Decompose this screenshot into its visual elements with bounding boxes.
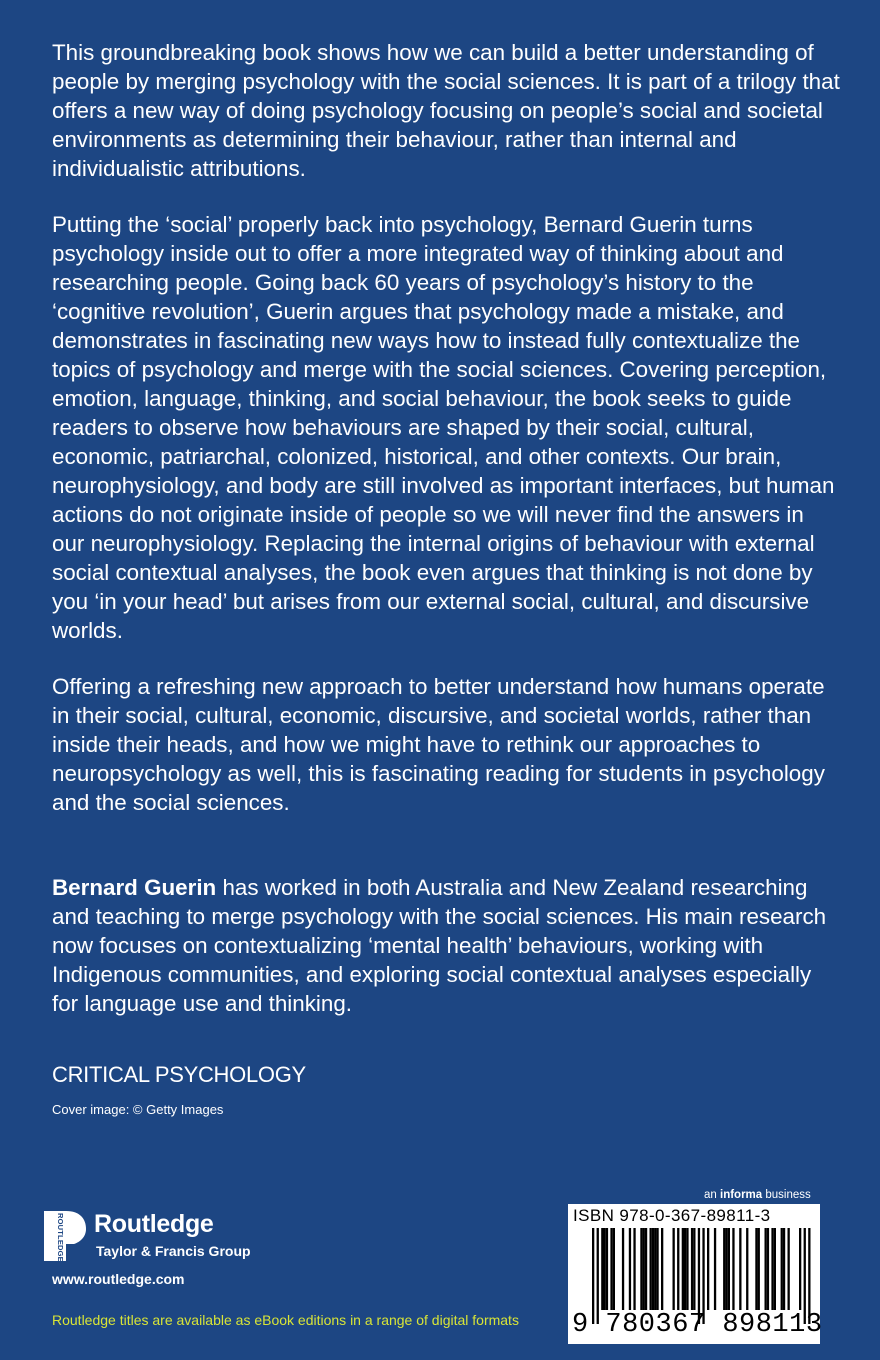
blurb-paragraph-3: Offering a refreshing new approach to better understand how humans operate in their social, cultural, economic, discursive, and societal worlds, rather than inside their heads, and how we might have to rethink our approaches to neuropsychology as well, this is fascinating reading for students in psychology and the social sciences. bbox=[52, 674, 825, 815]
barcode-bar bbox=[707, 1228, 709, 1310]
barcode-bar bbox=[606, 1228, 608, 1310]
barcode-bar bbox=[755, 1228, 757, 1310]
barcode-bar bbox=[610, 1228, 612, 1310]
ean-digits: 9 780367 898113 bbox=[572, 1310, 823, 1340]
barcode-bar bbox=[767, 1228, 769, 1310]
barcode-bar bbox=[783, 1228, 785, 1310]
barcode-bar bbox=[673, 1228, 675, 1310]
isbn-barcode bbox=[568, 1204, 823, 1344]
publisher-website: www.routledge.com bbox=[52, 1271, 185, 1287]
informa-business-label bbox=[704, 1189, 811, 1201]
informa-word: informa bbox=[720, 1189, 763, 1201]
barcode-bar bbox=[799, 1228, 801, 1310]
barcode-bar bbox=[656, 1228, 658, 1310]
series-name: CRITICAL PSYCHOLOGY bbox=[52, 1062, 306, 1087]
barcode-bar bbox=[746, 1228, 748, 1310]
publisher-group: Taylor & Francis Group bbox=[96, 1243, 251, 1259]
barcode-bar bbox=[739, 1228, 741, 1310]
barcode-bar bbox=[650, 1228, 652, 1310]
barcode-bar bbox=[661, 1228, 663, 1310]
blurb-paragraph-2: Putting the ‘social’ properly back into psychology, Bernard Guerin turns psychology inside out to offer a more integrated way of thinking about and researching people. Going back 60 years of psychology’s history to the ‘cognitive revolution’, Guerin argues that psychology made a mistake, and demonstrates in fascinating new ways how to instead fully contextualize the topics of psychology and merge with the social sciences. Covering perception, emotion, language, thinking, and social behaviour, the book seeks to guide readers to observe how behaviours are shaped by their social, cultural, economic, patriarchal, colonized, historical, and other contexts. Our brain, neurophysiology, and body are still involved as important interfaces, but human actions do not originate inside of people so we will never find the answers in our neurophysiology. Replacing the internal origins of behaviour with external social contextual analyses, the book even argues that thinking is not done by you ‘in your head’ but arises from our external social, cultural, and discursive worlds. bbox=[52, 212, 835, 643]
barcode-bar bbox=[686, 1228, 688, 1310]
blurb-paragraph-1: This groundbreaking book shows how we can build a better understanding of people by merging psychology with the social sciences. It is part of a trilogy that offers a new way of doing psychology focusing on people’s social and societal environments as determining their behaviour, rather than internal and individualistic attributions. bbox=[52, 40, 840, 181]
author-bio-text: has worked in both Australia and New Zealand researching and teaching to merge psychology with the social sciences. His main research now focuses on contextualizing ‘mental health’ behaviours, working with Indigenous communities, and exploring social contextual analyses especially for language use and thinking. bbox=[52, 875, 827, 1016]
barcode-bar bbox=[771, 1228, 773, 1310]
barcode-bar bbox=[788, 1228, 790, 1310]
barcode-bar bbox=[677, 1228, 679, 1310]
barcode-bar bbox=[765, 1228, 767, 1310]
barcode-bar bbox=[691, 1228, 693, 1310]
author-bio bbox=[52, 873, 842, 1018]
barcode-bar bbox=[645, 1228, 647, 1310]
barcode-bar bbox=[728, 1228, 730, 1310]
barcode-bar bbox=[732, 1228, 734, 1310]
routledge-logo-text: ROUTLEDGE bbox=[56, 1213, 65, 1262]
ebook-note: Routledge titles are available as eBook editions in a range of digital formats bbox=[52, 1312, 519, 1328]
barcode-bar bbox=[684, 1228, 686, 1310]
barcode-bar bbox=[622, 1228, 624, 1310]
informa-prefix: an bbox=[704, 1189, 720, 1201]
barcode-bar bbox=[774, 1228, 776, 1310]
barcode-bar bbox=[633, 1228, 635, 1310]
cover-image-credit: Cover image: © Getty Images bbox=[52, 1102, 224, 1117]
barcode-bar bbox=[652, 1228, 654, 1310]
isbn-number: ISBN 978-0-367-89811-3 bbox=[573, 1206, 771, 1225]
barcode-bar bbox=[723, 1228, 725, 1310]
barcode-bar bbox=[693, 1228, 695, 1310]
barcode-bar bbox=[640, 1228, 642, 1310]
barcode-bar bbox=[643, 1228, 645, 1310]
barcode-bar bbox=[604, 1228, 606, 1310]
barcode-bar bbox=[758, 1228, 760, 1310]
barcode-bar bbox=[601, 1228, 603, 1310]
barcode-bar bbox=[654, 1228, 656, 1310]
routledge-logo-icon bbox=[36, 1205, 96, 1267]
publisher-name: Routledge bbox=[94, 1210, 214, 1238]
barcode-bar bbox=[629, 1228, 631, 1310]
author-name: Bernard Guerin bbox=[52, 875, 217, 900]
barcode-bar bbox=[725, 1228, 727, 1310]
barcode-bar bbox=[781, 1228, 783, 1310]
barcode-bar bbox=[613, 1228, 615, 1310]
barcode-bar bbox=[682, 1228, 684, 1310]
barcode-bar bbox=[714, 1228, 716, 1310]
informa-suffix: business bbox=[762, 1189, 811, 1201]
back-cover-blurb bbox=[52, 38, 842, 1018]
